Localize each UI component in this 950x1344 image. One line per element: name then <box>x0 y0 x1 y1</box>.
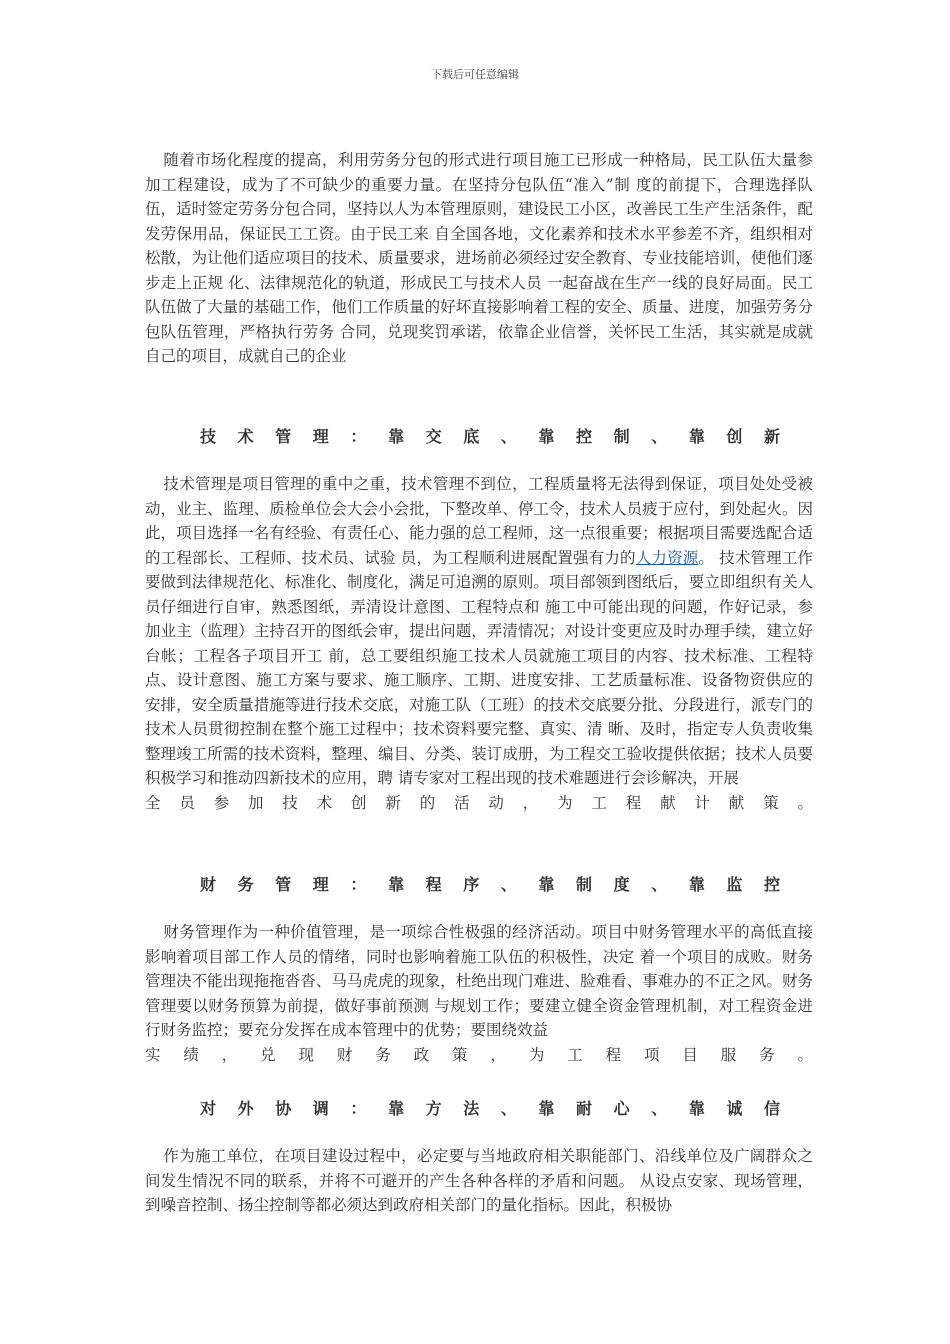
paragraph-labor-subcontract <box>145 148 813 369</box>
paragraph-text: 随着市场化程度的提高，利用劳务分包的形式进行项目施工已形成一种格局，民工队伍大量参加工程建设，成为了不可缺少的重要力量。在坚持分包队伍“准入”制 度的前提下，合理选择队伍，适时签定劳务分包合同，坚持以人为本管理原则，建设民工小区，改善民工生产生活条件，配发劳保用品，保证民工工资。由于民工来 自全国各地，文化素养和技术水平参差不齐，组织相对松散，为让他们适应项目的技术、质量要求，进场前必须经过安全教育、专业技能培训，使他们逐步走上正规 化、法律规范化的轨道，形成民工与技术人员 一起奋战在生产一线的良好局面。民工队伍做了大量的基础工作，他们工作质量的好坏直接影响着工程的安全、质量、进度，加强劳务分包队伍管理，严格执行劳务 合同，兑现奖罚承诺，依靠企业信誉，关怀民工生活，其实就是成就自己的项目，成就自己的企业 <box>145 151 813 365</box>
paragraph-external-coordination <box>145 1144 813 1218</box>
paragraph-text-part2: 。 技术管理工作要做到法律规范化、标准化、制度化，满足可追溯的原则。项目部领到图纸后，要立即组织有关人员仔细进行自审，熟悉图纸，弄清设计意图、工程特点和 施工中可能出现的问题，作好记录，参加业主（监理）主持召开的图纸会审，提出问题，弄清情况；对设计变更应及时办理手续，建立好台帐；工程各子项目开工 前，总工要组织施工技术人员就施工项目的内容、技术标准、工程特点、设计意图、施工方案与要求、施工顺序、工期、进度安排、工艺质量标准、设备物资供应的 安排，安全质量措施等进行技术交底，对施工队（工班）的技术交底要分批、分段进行，派专门的技术人员贯彻控制在整个施工过程中；技术资料要完整、真实、清 晰、及时，指定专人负责收集整理竣工所需的技术资料，整理、编目、分类、装订成册，为工程交工验收提供依据；技术人员要积极学习和推动四新技术的应用，聘 请专家对工程出现的技术难题进行会诊解决，开展 <box>145 548 813 787</box>
human-resources-link[interactable]: 人力资源 <box>635 548 699 567</box>
paragraph-last-line: 全员参加技术创新的活动，为工程献计献策。 <box>145 793 813 812</box>
paragraph-text-part1: 技术管理是项目管理的重中之重，技术管理不到位，工程质量将无法得到保证，项目处处受被动，业主、监理、质检单位会大会小会批，下整改单、停工令，技术人员疲于应付，到处起火。因此，项目选择一名有经验、有责任心、能力强的总工程师，这一点很重要；根据项目需要选配合适的工程部长、工程师、技术员、试验 员，为工程顺利进展配置强有力的 <box>145 475 813 567</box>
paragraph-last-line: 实绩，兑现财务政策，为工程项目服务。 <box>145 1045 813 1064</box>
paragraph-technical-management <box>145 472 813 815</box>
paragraph-text: 作为施工单位，在项目建设过程中，必定要与当地政府相关职能部门、沿线单位及广阔群众之间发生情况不同的联系，并将不可避开的产生各种各样的矛盾和问题。 从设点安家、现场管理，到噪音控制、扬尘控制等都必须达到政府相关部门的量化指标。因此，积极协 <box>145 1147 813 1214</box>
paragraph-financial-management <box>145 920 813 1067</box>
paragraph-text: 财务管理作为一种价值管理，是一项综合性极强的经济活动。项目中财务管理水平的高低直接影响着项目部工作人员的情绪，同时也影响着施工队伍的积极性，决定 着一个项目的成败。财务管理决不能出现拖拖沓沓、马马虎虎的现象，杜绝出现门难进、脸难看、事难办的不正之风。财务管理要以财务预算为前提，做好事前预测 与规划工作；要建立健全资金管理机制，对工程资金进行财务监控；要充分发挥在成本管理中的优势；要围绕效益 <box>145 923 813 1039</box>
page-header-note: 下载后可任意编辑 <box>431 68 519 81</box>
heading-technical-management: 技术管理：靠交底、靠控制、靠创新 <box>200 427 780 446</box>
heading-external-coordination: 对外协调：靠方法、靠耐心、靠诚信 <box>200 1099 780 1118</box>
heading-financial-management: 财务管理：靠程序、靠制度、靠监控 <box>200 875 780 894</box>
